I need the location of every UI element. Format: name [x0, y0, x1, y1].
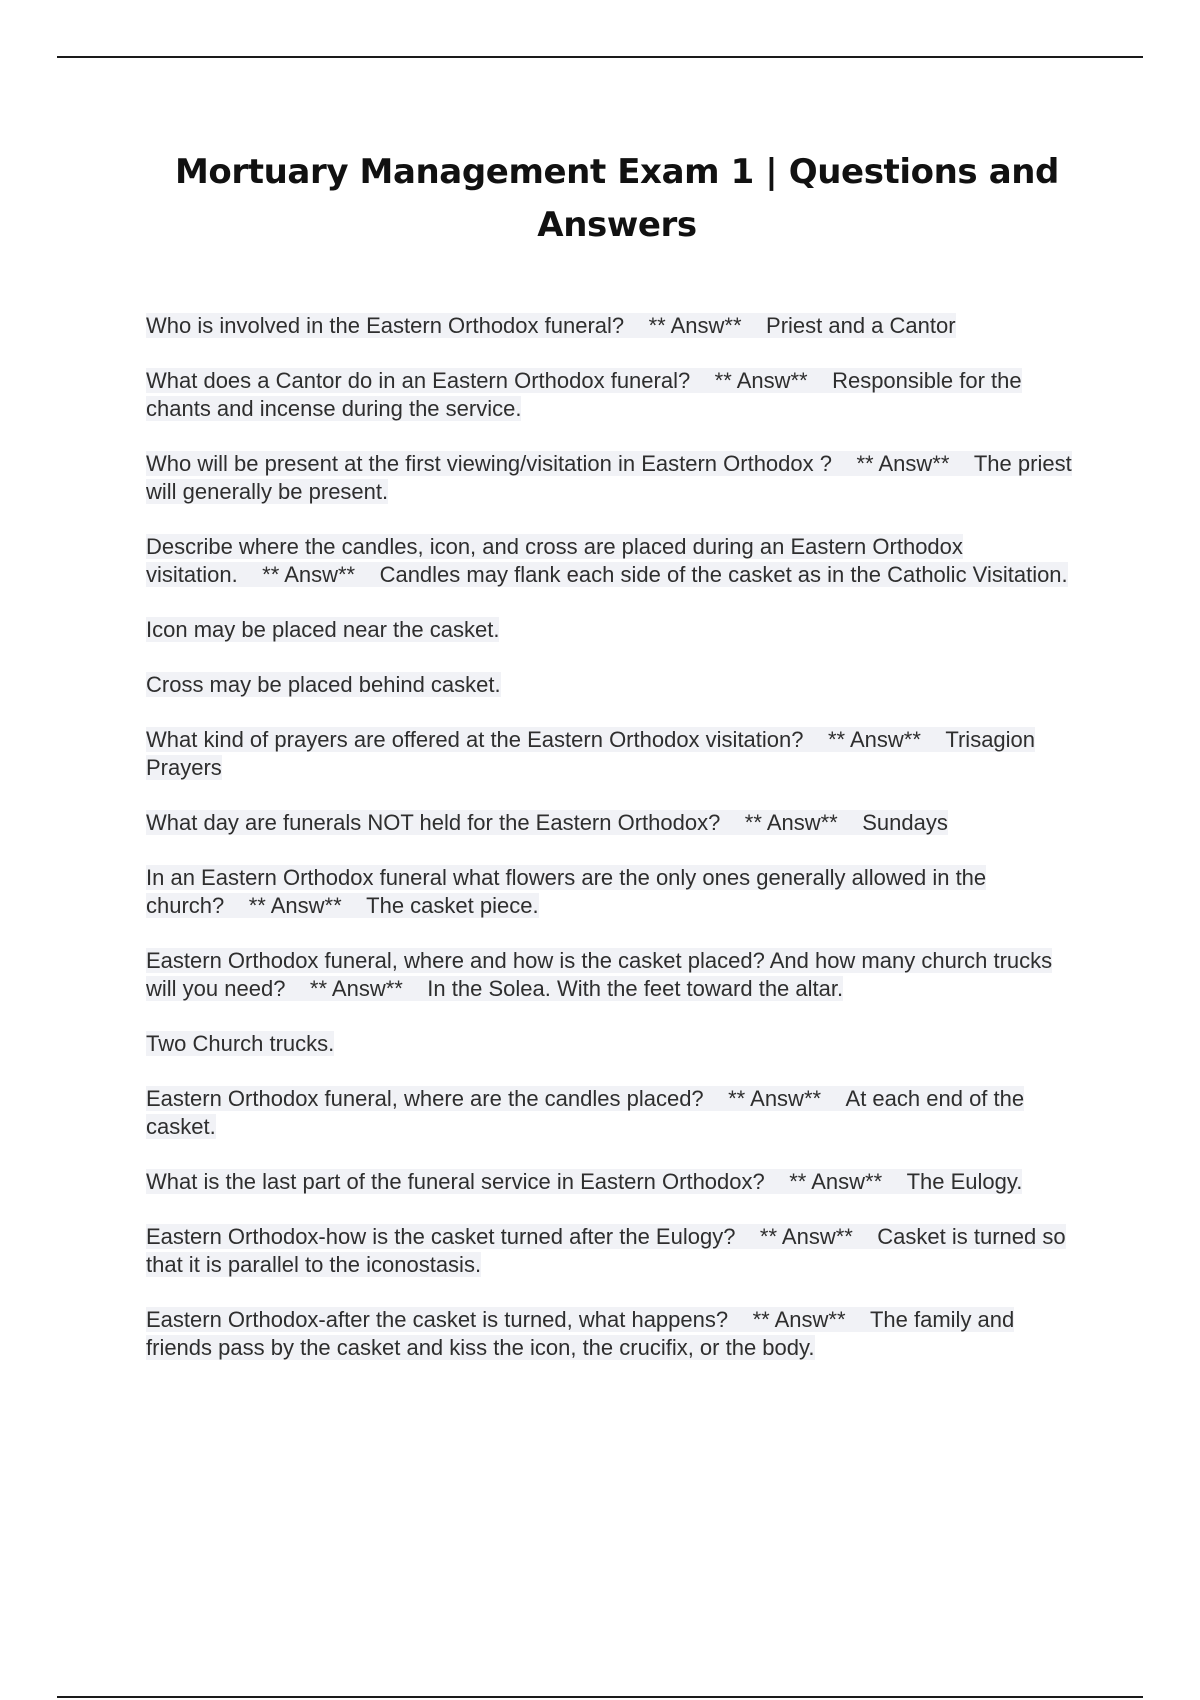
qa-highlight	[146, 617, 499, 642]
qa-highlight	[146, 534, 1068, 587]
question-text: Eastern Orthodox funeral, where and how is the casket placed? And how many church trucks will you need?	[146, 948, 1053, 1001]
answer-text: Two Church trucks.	[146, 1031, 335, 1056]
qa-highlight	[146, 451, 1072, 504]
qa-item	[146, 1223, 1076, 1279]
answer-text: Casket is turned so that it is parallel to the iconostasis.	[146, 1224, 1066, 1277]
answer-text: The family and friends pass by the casket and kiss the icon, the crucifix, or the body.	[146, 1307, 1015, 1360]
answer-marker: ** Answ**	[262, 562, 356, 587]
qa-item	[146, 809, 1076, 837]
question-text: Who is involved in the Eastern Orthodox funeral?	[146, 313, 625, 338]
question-text: What kind of prayers are offered at the Eastern Orthodox visitation?	[146, 727, 804, 752]
answer-marker: ** Answ**	[827, 727, 921, 752]
answer-marker: ** Answ**	[752, 1307, 846, 1332]
answer-text: The casket piece.	[366, 893, 539, 918]
answer-marker: ** Answ**	[728, 1086, 822, 1111]
answer-text: Sundays	[862, 810, 948, 835]
answer-text: Cross may be placed behind casket.	[146, 672, 501, 697]
qa-item	[146, 864, 1076, 920]
answer-text: Trisagion Prayers	[146, 727, 1036, 780]
answer-text: Responsible for the chants and incense during the service.	[146, 368, 1022, 421]
answer-text: Icon may be placed near the casket.	[146, 617, 500, 642]
answer-text: The priest will generally be present.	[146, 451, 1072, 504]
answer-text: In the Solea. With the feet toward the altar.	[427, 976, 844, 1001]
qa-highlight	[146, 368, 1022, 421]
qa-item	[146, 947, 1076, 1003]
question-text: What does a Cantor do in an Eastern Orthodox funeral?	[146, 368, 691, 393]
qa-highlight	[146, 1169, 1022, 1194]
answer-marker: ** Answ**	[744, 810, 838, 835]
qa-item	[146, 671, 1076, 699]
qa-highlight	[146, 810, 948, 835]
qa-list	[146, 312, 1076, 1389]
qa-highlight	[146, 1031, 334, 1056]
qa-item	[146, 367, 1076, 423]
qa-item	[146, 312, 1076, 340]
footer-rule	[57, 1696, 1143, 1698]
qa-item	[146, 726, 1076, 782]
answer-marker: ** Answ**	[248, 893, 342, 918]
question-text: What is the last part of the funeral service in Eastern Orthodox?	[146, 1169, 765, 1194]
qa-item	[146, 1306, 1076, 1362]
qa-highlight	[146, 865, 986, 918]
question-text: Eastern Orthodox-after the casket is turned, what happens?	[146, 1307, 729, 1332]
qa-highlight	[146, 1307, 1014, 1360]
answer-marker: ** Answ**	[759, 1224, 853, 1249]
answer-text: The Eulogy.	[906, 1169, 1023, 1194]
qa-item	[146, 450, 1076, 506]
qa-item	[146, 1168, 1076, 1196]
question-text: Eastern Orthodox funeral, where are the candles placed?	[146, 1086, 704, 1111]
answer-text: At each end of the casket.	[146, 1086, 1025, 1139]
qa-highlight	[146, 313, 956, 338]
answer-text: Candles may flank each side of the casket as in the Catholic Visitation.	[379, 562, 1068, 587]
qa-highlight	[146, 1086, 1024, 1139]
qa-item	[146, 1085, 1076, 1141]
answer-marker: ** Answ**	[789, 1169, 883, 1194]
question-text: Eastern Orthodox-how is the casket turned after the Eulogy?	[146, 1224, 736, 1249]
answer-marker: ** Answ**	[309, 976, 403, 1001]
qa-highlight	[146, 948, 1052, 1001]
qa-item	[146, 616, 1076, 644]
answer-text: Priest and a Cantor	[766, 313, 956, 338]
question-text: In an Eastern Orthodox funeral what flowers are the only ones generally allowed in the church?	[146, 865, 987, 918]
page-title: Mortuary Management Exam 1 | Questions and Answers	[175, 152, 1059, 245]
question-text: What day are funerals NOT held for the Eastern Orthodox?	[146, 810, 721, 835]
answer-marker: ** Answ**	[856, 451, 950, 476]
question-text: Who will be present at the first viewing/visitation in Eastern Orthodox ?	[146, 451, 832, 476]
qa-highlight	[146, 1224, 1066, 1277]
header-rule	[57, 56, 1143, 58]
answer-marker: ** Answ**	[714, 368, 808, 393]
question-text: Describe where the candles, icon, and cross are placed during an Eastern Orthodox visitation.	[146, 534, 963, 587]
qa-highlight	[146, 672, 501, 697]
qa-highlight	[146, 727, 1035, 780]
qa-item	[146, 533, 1076, 589]
qa-item	[146, 1030, 1076, 1058]
answer-marker: ** Answ**	[648, 313, 742, 338]
